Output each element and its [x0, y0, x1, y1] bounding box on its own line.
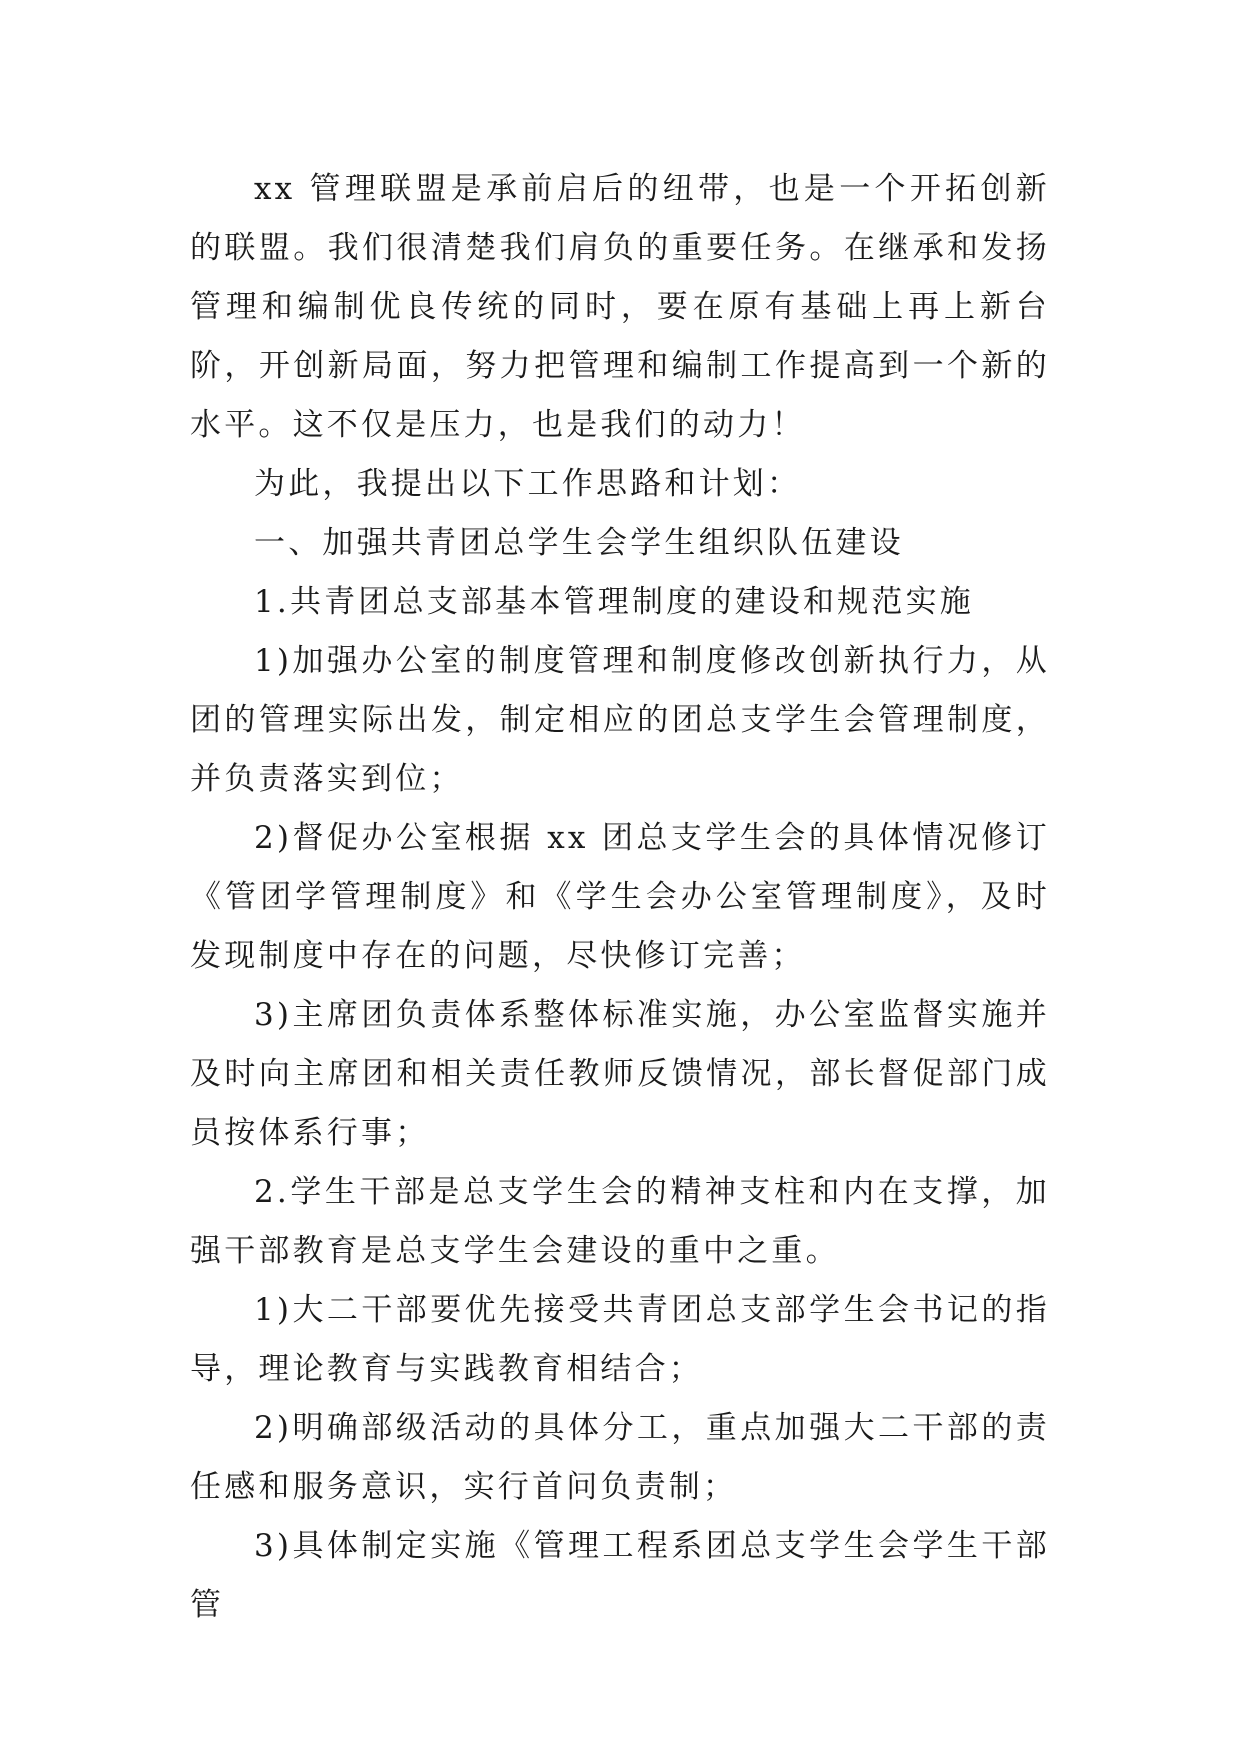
list-item-2-1: 1)大二干部要优先接受共青团总支部学生会书记的指导，理论教育与实践教育相结合； [190, 1292, 1050, 1387]
paragraph-intro: xx 管理联盟是承前启后的纽带，也是一个开拓创新的联盟。我们很清楚我们肩负的重要任务。在继承和发扬管理和编制优良传统的同时，要在原有基础上再上新台阶，开创新局面，努力把管理和编制工作提高到一个新的水平。这不仅是压力，也是我们的动力！ [190, 171, 1050, 443]
section-heading-1: 一、加强共青团总学生会学生组织队伍建设 [254, 525, 904, 561]
list-item-1-1: 1)加强办公室的制度管理和制度修改创新执行力，从团的管理实际出发，制定相应的团总支学生会管理制度，并负责落实到位； [190, 643, 1050, 797]
paragraph-plan-intro: 为此，我提出以下工作思路和计划： [254, 466, 802, 502]
subsection-heading-1: 1.共青团总支部基本管理制度的建设和规范实施 [254, 584, 974, 620]
document-body [190, 160, 1050, 1635]
list-item-1-3: 3)主席团负责体系整体标准实施，办公室监督实施并及时向主席团和相关责任教师反馈情况，部长督促部门成员按体系行事； [190, 997, 1050, 1151]
list-item-2-3: 3)具体制定实施《管理工程系团总支学生会学生干部管 [190, 1528, 1050, 1623]
list-item-2-2: 2)明确部级活动的具体分工，重点加强大二干部的责任感和服务意识，实行首问负责制； [190, 1410, 1050, 1505]
subsection-heading-2: 2.学生干部是总支学生会的精神支柱和内在支撑，加强干部教育是总支学生会建设的重中之重。 [190, 1174, 1050, 1269]
list-item-1-2: 2)督促办公室根据 xx 团总支学生会的具体情况修订《管团学管理制度》和《学生会办公室管理制度》，及时发现制度中存在的问题，尽快修订完善； [190, 820, 1050, 974]
